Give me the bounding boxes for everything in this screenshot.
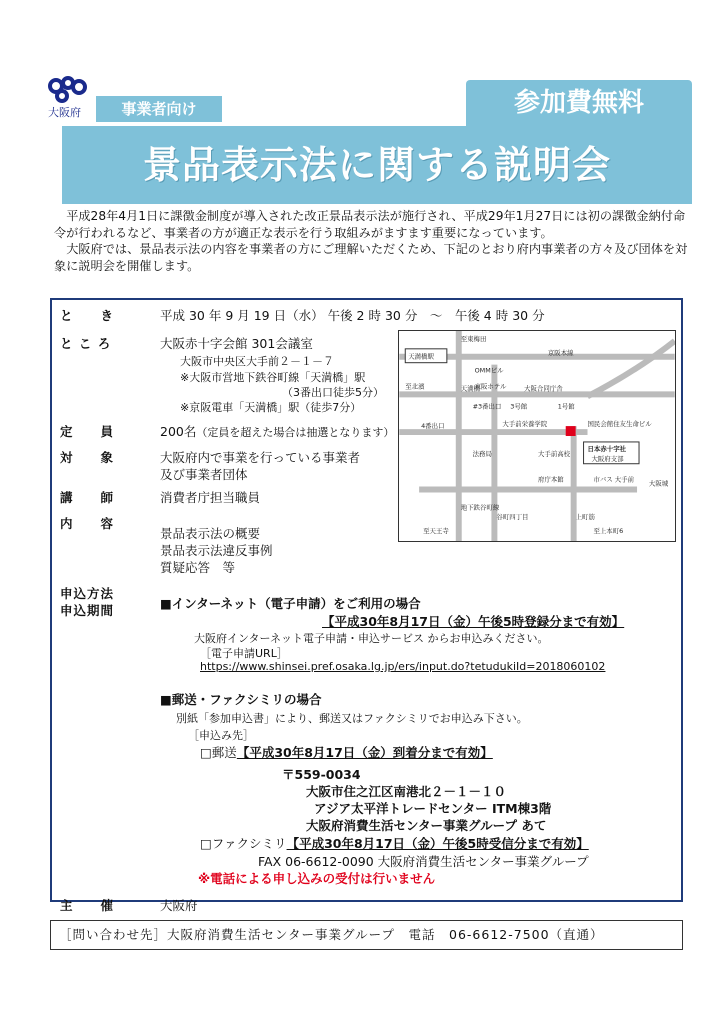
internet-description: 大阪府インターネット電子申請・申込サービス からお申込みください。: [194, 632, 549, 645]
target-label: 対 象: [60, 450, 115, 465]
map-label-kokusai: 国民会館住友生命ビル: [587, 420, 652, 429]
map-label-keihan: 京阪本線: [547, 348, 574, 357]
map-label-shitenno: 至天王寺: [423, 527, 449, 536]
capacity-value: 200名（定員を超えた場合は抽選となります）: [160, 424, 395, 439]
where-venue: 大阪赤十字会館 301会議室: [160, 336, 313, 351]
apply-method-label: 申込方法: [60, 586, 115, 601]
page-title: 景品表示法に関する説明会: [142, 143, 611, 187]
map-label-tenmabashi: 天満橋駅: [408, 352, 434, 361]
map-label-godo: 大阪合同庁舎: [524, 384, 563, 393]
internet-heading: ■インターネット（電子申請）をご利用の場合: [160, 596, 421, 611]
address-line-2: アジア太平洋トレードセンター ITM棟3階: [314, 801, 552, 816]
map-label-exit1: 1号館: [557, 402, 575, 411]
fax-line: □ファクシミリ【平成30年8月17日（金）午後5時受信分まで有効】: [200, 836, 589, 851]
host-value: 大阪府: [160, 898, 198, 913]
lecturer-label: 講 師: [60, 490, 115, 505]
intro-paragraph-2: 大阪府では、景品表示法の内容を事業者の方にご理解いただくため、下記のとおり府内事業者の方々及び団体を対象に説明会を開催します。: [54, 242, 688, 273]
map-label-omm: OMMビル: [474, 366, 504, 375]
when-value: 平成 30 年 9 月 19 日（水） 午後 2 時 30 分 ～ 午後 4 時 30 分: [160, 308, 545, 323]
where-access-1b: （3番出口徒歩5分）: [282, 386, 384, 399]
address-line-1: 大阪市住之江区南港北２－１－１０: [306, 784, 507, 799]
target-value-2: 及び事業者団体: [160, 467, 248, 482]
internet-deadline: 【平成30年8月17日（金）午後5時登録分まで有効】: [322, 614, 625, 629]
internet-url-label: ［電子申請URL］: [200, 647, 288, 660]
where-access-1: ※大阪市営地下鉄谷町線「天満橋」駅: [180, 371, 366, 384]
venue-map: [398, 330, 676, 542]
apply-period-label: 申込期間: [60, 603, 115, 618]
lecturer-value: 消費者庁担当職員: [160, 490, 261, 505]
map-label-uehon6: 至上本町6: [593, 527, 624, 536]
content-item-1: 景品表示法の概要: [160, 526, 261, 541]
when-label: と き: [60, 308, 115, 323]
intro-paragraph-1: 平成28年4月1日に課徴金制度が導入された改正景品表示法が施行され、平成29年1月27日には初の課徴金納付命令が行われるなど、事業者の方が適正な表示を行う取組みがますます重要になっています。: [54, 209, 686, 240]
map-label-exit4: 4番出口: [421, 422, 445, 431]
map-label-top-street: 至東梅田: [460, 334, 487, 343]
free-admission-tag: 参加費無料: [466, 80, 692, 126]
content-item-3: 質疑応答 等: [160, 560, 236, 575]
postal-code: 〒559-0034: [282, 767, 361, 782]
map-label-station-vertical: 天満橋: [460, 384, 480, 393]
mail-destination-label: ［申込み先］: [188, 729, 254, 742]
content-item-2: 景品表示法違反事例: [160, 543, 273, 558]
target-value-1: 大阪府内で事業を行っている事業者: [160, 450, 361, 465]
map-label-redcross-2: 大阪府支部: [591, 454, 624, 463]
map-label-keihan-hotel: 京阪ホテル: [474, 382, 507, 391]
map-label-castle: 大阪城: [648, 479, 669, 488]
map-label-fuchosha: 府庁本館: [537, 475, 564, 484]
map-label-exit2: 3号館: [510, 402, 528, 411]
map-label-exit3: #3番出口: [472, 402, 502, 411]
mail-heading: ■郵送・ファクシミリの場合: [160, 692, 322, 707]
contact-footer: ［問い合わせ先］大阪府消費生活センター事業グループ 電話 06-6612-7500（直通）: [50, 920, 683, 950]
map-label-houmu: 法務局: [472, 449, 492, 458]
business-tag: 事業者向け: [96, 96, 222, 122]
where-label: と こ ろ: [60, 336, 112, 351]
address-line-3: 大阪府消費生活センター事業グループ あて: [306, 818, 547, 833]
map-label-otemae-hs: 大手前高校: [537, 449, 571, 458]
where-access-2: ※京阪電車「天満橋」駅（徒歩7分）: [180, 401, 362, 414]
map-label-kitahama: 至北濱: [405, 382, 425, 391]
content-label: 内 容: [60, 516, 115, 531]
map-label-tanimachi: 地下鉄谷町線: [460, 503, 500, 512]
fax-number: FAX 06-6612-0090 大阪府消費生活センター事業グループ: [258, 854, 589, 869]
internet-url-link[interactable]: https://www.shinsei.pref.osaka.lg.jp/ers/input.do?tetudukiId=2018060102: [200, 660, 606, 673]
map-label-redcross-1: 日本赤十字社: [587, 444, 627, 453]
map-label-uehommachi: 上町筋: [575, 513, 595, 522]
logo-text: 大阪府: [48, 106, 81, 119]
phone-note: ※電話による申し込みの受付は行いません: [198, 871, 436, 886]
intro-text: [54, 208, 690, 274]
mail-description: 別紙「参加申込書」により、郵送又はファクシミリでお申込み下さい。: [176, 712, 528, 725]
map-label-otemae-gakuin: 大手前栄養学院: [502, 420, 548, 429]
capacity-label: 定 員: [60, 424, 115, 439]
map-red-cross-marker: [566, 426, 576, 436]
post-line: □郵送【平成30年8月17日（金）到着分まで有効】: [200, 745, 493, 760]
where-address: 大阪市中央区大手前２－１－７: [180, 355, 334, 368]
map-label-bus: 市バス 大手前: [593, 475, 635, 484]
map-label-tanimachi4: 谷町四丁目: [496, 513, 529, 522]
host-label: 主 催: [60, 898, 115, 913]
